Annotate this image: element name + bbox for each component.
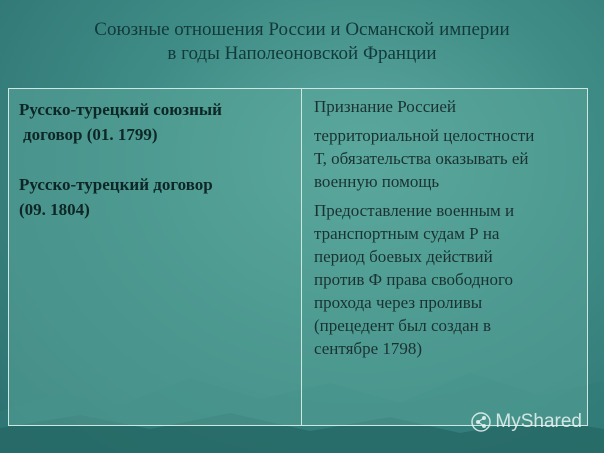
recognition-line-4: военную помощь <box>314 172 440 191</box>
provision-line-7: сентябре 1798) <box>314 339 423 358</box>
provision-line-3: период боевых действий <box>314 247 493 266</box>
treaty-1804-line-1: Русско-турецкий договор <box>19 175 213 194</box>
provision-line-1: Предоставление военным и <box>314 201 515 220</box>
provision-line-5: прохода через проливы <box>314 293 483 312</box>
provision-line-2: транспортным судам Р на <box>314 224 500 243</box>
spacer <box>19 147 294 172</box>
left-cell <box>19 97 294 222</box>
watermark <box>471 411 582 433</box>
comparison-table <box>8 88 588 426</box>
column-divider <box>301 89 302 425</box>
watermark-text: MyShared <box>495 411 582 432</box>
title-line-1: Союзные отношения России и Османской империи <box>94 19 510 40</box>
treaty-1804-line-2: (09. 1804) <box>19 200 90 219</box>
recognition-line-3: Т, обязательства оказывать ей <box>314 149 529 168</box>
title-line-2: в годы Наполеоновской Франции <box>167 43 437 64</box>
recognition-line-2: территориальной целостности <box>314 126 535 145</box>
recognition-line-1: Признание Россией <box>314 97 457 116</box>
provision-line-4: против Ф права свободного <box>314 270 514 289</box>
slide-title <box>40 18 564 66</box>
treaty-1799-line-2: договор (01. 1799) <box>23 125 158 144</box>
share-icon <box>471 412 491 432</box>
provision-line-6: (прецедент был создан в <box>314 316 492 335</box>
right-cell <box>314 95 584 360</box>
treaty-1799-line-1: Русско-турецкий союзный <box>19 100 222 119</box>
